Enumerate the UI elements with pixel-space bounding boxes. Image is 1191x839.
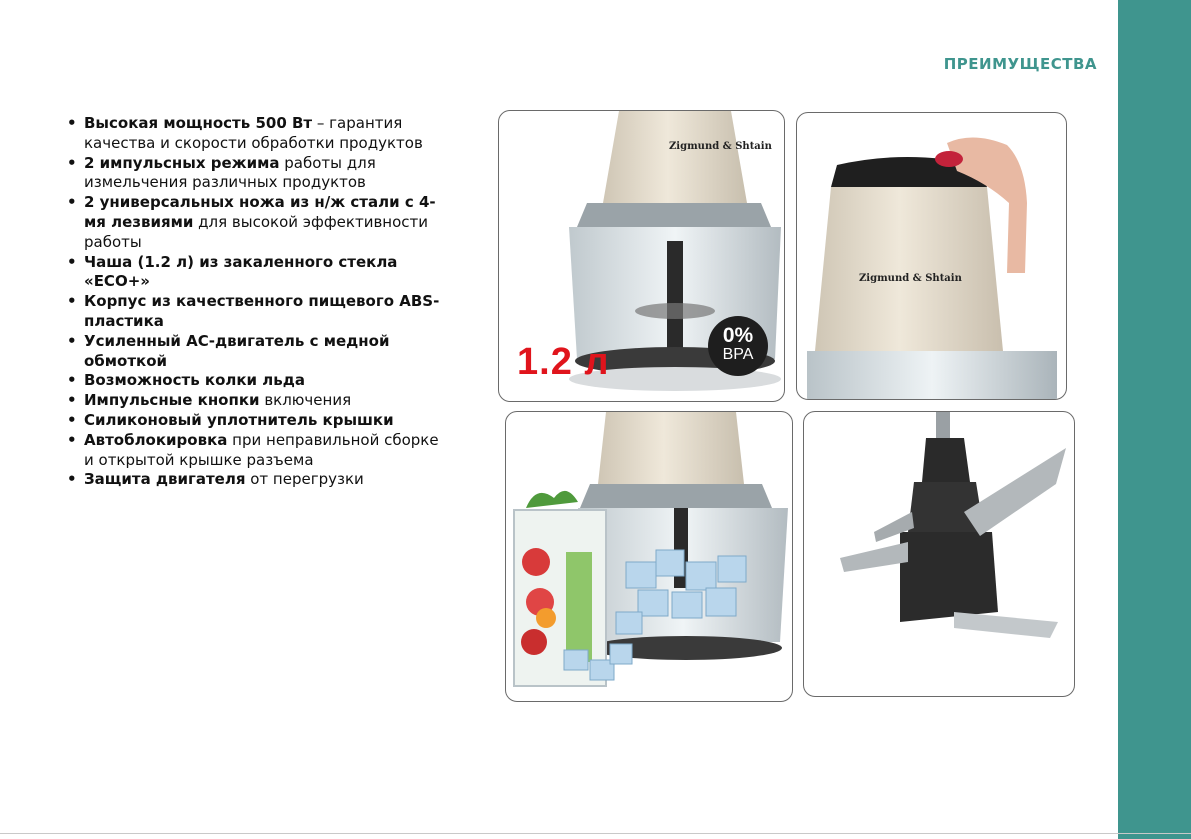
feature-item (66, 193, 446, 252)
feature-item (66, 332, 446, 372)
feature-list (66, 114, 446, 490)
feature-bold: Корпус из качественного пищевого ABS-пластика (84, 292, 440, 330)
feature-text: – гарантия качества и скорости обработки продуктов (84, 114, 423, 152)
feature-item (66, 411, 446, 431)
brand-label: Zigmund & Shtain (669, 141, 772, 152)
side-accent-bar (1118, 0, 1191, 839)
photo-ice-crushing (505, 411, 793, 702)
feature-text: работы для измельчения различных продуктов (84, 153, 376, 192)
ice-crushing-illustration (506, 412, 792, 701)
feature-bold: Защита двигателя (84, 470, 246, 489)
feature-bold: Высокая мощность 500 Вт (84, 114, 313, 132)
section-title: ПРЕИМУЩЕСТВА (943, 55, 1097, 73)
feature-item (66, 154, 446, 194)
feature-bold: Возможность колки льда (84, 371, 306, 390)
feature-item (66, 292, 446, 332)
bpa-percent: 0% (722, 324, 754, 347)
pulse-button-illustration (797, 113, 1066, 399)
brand-label: Zigmund & Shtain (859, 273, 962, 284)
bpa-badge (708, 316, 768, 376)
photo-pulse-button (796, 112, 1067, 400)
feature-item (66, 391, 446, 411)
photo-blades (803, 411, 1075, 697)
feature-bold: Автоблокировка (84, 430, 228, 449)
footer-line (0, 833, 1191, 834)
bpa-label: BPA (722, 346, 754, 363)
feature-bold: Силиконовый уплотнитель крышки (84, 410, 394, 429)
feature-item (66, 431, 446, 471)
feature-item (66, 253, 446, 293)
feature-bold: Импульсные кнопки (84, 391, 260, 410)
photo-chopper-bowl (498, 110, 785, 402)
feature-bold: 2 универсальных ножа из н/ж стали с 4-мя лезвиями (84, 193, 436, 231)
feature-text: при неправильной сборке и открытой крышке разъема (84, 430, 439, 469)
feature-text: включения (259, 391, 352, 410)
feature-item (66, 470, 446, 490)
feature-bold: 2 импульсных режима (84, 153, 280, 172)
feature-item (66, 114, 446, 154)
feature-bold: Чаша (1.2 л) из закаленного стекла «ECO+» (84, 252, 398, 291)
feature-item (66, 371, 446, 391)
feature-text: от перегрузки (245, 470, 364, 489)
volume-label: 1.2 л (517, 341, 610, 383)
blade-assembly-illustration (804, 412, 1074, 696)
feature-bold: Усиленный АС-двигатель с медной обмоткой (84, 331, 390, 370)
feature-text: для высокой эффективности работы (84, 212, 429, 251)
